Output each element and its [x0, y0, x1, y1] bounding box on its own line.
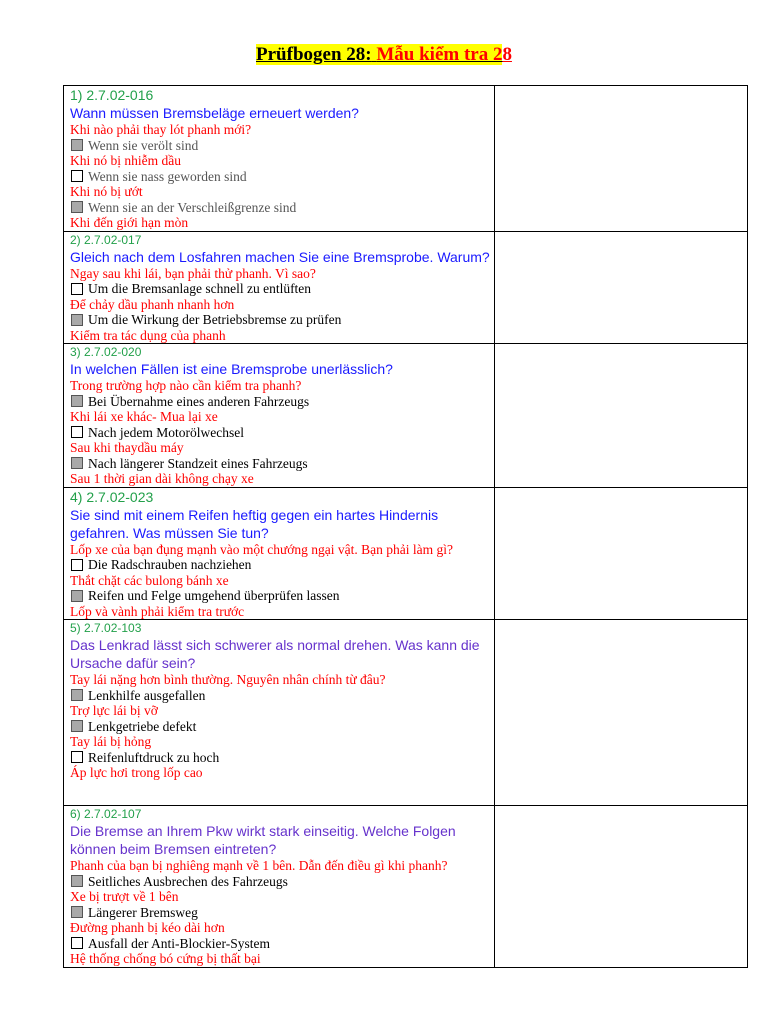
option-checkbox[interactable] — [71, 201, 83, 213]
option-label: Um die Wirkung der Betriebsbremse zu prüfen — [88, 312, 342, 327]
answer-option[interactable] — [70, 394, 494, 410]
question-cell — [64, 620, 495, 806]
question-cell — [64, 806, 495, 968]
question-text-vi: Trong trường hợp nào cần kiểm tra phanh? — [70, 378, 302, 393]
question-row — [64, 231, 748, 344]
option-translation-vi: Trợ lực lái bị vỡ — [70, 703, 158, 718]
answer-option[interactable] — [70, 588, 494, 604]
option-checkbox[interactable] — [71, 559, 83, 571]
option-translation-vi: Khi đến giới hạn mòn — [70, 215, 189, 230]
option-translation-vi: Để chảy dầu phanh nhanh hơn — [70, 296, 235, 312]
question-text-vi: Tay lái nặng hơn bình thường. Nguyên nhân chính từ đâu? — [70, 672, 386, 687]
answer-option[interactable] — [70, 874, 494, 890]
option-checkbox[interactable] — [71, 314, 83, 326]
option-label: Lenkhilfe ausgefallen — [88, 687, 206, 703]
question-text-de: können beim Bremsen eintreten? — [70, 841, 277, 857]
option-checkbox[interactable] — [71, 689, 83, 701]
answer-cell — [495, 231, 748, 344]
question-text-de: Die Bremse an Ihrem Pkw wirkt stark einseitig. Welche Folgen — [70, 823, 456, 839]
option-translation-vi: Áp lực hơi trong lốp cao — [70, 765, 203, 780]
option-checkbox[interactable] — [71, 395, 83, 407]
option-translation-vi: Đường phanh bị kéo dài hơn — [70, 920, 225, 935]
option-translation-vi: Thắt chặt các bulong bánh xe — [70, 572, 229, 588]
question-text-de: Ursache dafür sein? — [70, 655, 196, 671]
option-label: Nach jedem Motorölwechsel — [88, 424, 244, 440]
title-vi: Mẫu kiểm tra 2 — [376, 44, 503, 65]
question-text-de: In welchen Fällen ist eine Bremsprobe unerlässlich? — [70, 361, 393, 377]
page-title — [0, 44, 768, 66]
question-row — [64, 86, 748, 232]
question-text-de: Wann müssen Bremsbeläge erneuert werden? — [70, 105, 359, 121]
answer-cell — [495, 487, 748, 620]
question-id: 2) 2.7.02-017 — [70, 232, 142, 247]
answer-option[interactable] — [70, 557, 494, 573]
option-translation-vi: Khi nó bị ướt — [70, 184, 143, 199]
answer-option[interactable] — [70, 750, 494, 766]
question-table — [63, 85, 748, 968]
question-text-de: Das Lenkrad lässt sich schwerer als normal drehen. Was kann die — [70, 637, 480, 653]
option-checkbox[interactable] — [71, 139, 83, 151]
question-cell — [64, 344, 495, 488]
answer-option[interactable] — [70, 169, 494, 185]
answer-option[interactable] — [70, 281, 494, 297]
option-translation-vi: Tay lái bị hỏng — [70, 734, 152, 749]
question-row — [64, 344, 748, 488]
answer-option[interactable] — [70, 425, 494, 441]
option-label: Um die Bremsanlage schnell zu entlüften — [88, 281, 312, 296]
option-checkbox[interactable] — [71, 170, 83, 182]
option-label: Wenn sie an der Verschleißgrenze sind — [88, 199, 297, 215]
answer-option[interactable] — [70, 936, 494, 952]
question-id: 5) 2.7.02-103 — [70, 621, 142, 635]
option-label: Wenn sie nass geworden sind — [88, 168, 247, 184]
option-label: Nach längerer Standzeit eines Fahrzeugs — [88, 455, 308, 471]
option-checkbox[interactable] — [71, 751, 83, 763]
answer-cell — [495, 806, 748, 968]
option-checkbox[interactable] — [71, 937, 83, 949]
question-text-vi: Lốp xe của bạn đụng mạnh vào một chướng ngại vật. Bạn phải làm gì? — [70, 541, 453, 557]
question-id: 6) 2.7.02-107 — [70, 807, 142, 821]
option-translation-vi: Kiểm tra tác dụng của phanh — [70, 327, 226, 343]
question-text-vi: Khi nào phải thay lót phanh mới? — [70, 122, 252, 137]
option-label: Lenkgetriebe defekt — [88, 718, 197, 734]
option-checkbox[interactable] — [71, 457, 83, 469]
option-translation-vi: Sau 1 thời gian dài không chạy xe — [70, 471, 254, 486]
option-label: Die Radschrauben nachziehen — [88, 557, 252, 572]
option-translation-vi: Khi lái xe khác- Mua lại xe — [70, 409, 218, 424]
question-row — [64, 620, 748, 806]
answer-option[interactable] — [70, 138, 494, 154]
question-id: 4) 2.7.02-023 — [70, 488, 154, 505]
option-checkbox[interactable] — [71, 906, 83, 918]
answer-cell — [495, 86, 748, 232]
title-de: Prüfbogen 28: — [256, 44, 372, 65]
question-text-vi: Ngay sau khi lái, bạn phải thử phanh. Vì sao? — [70, 265, 316, 281]
question-cell — [64, 487, 495, 620]
question-text-de: Gleich nach dem Losfahren machen Sie eine Bremsprobe. Warum? — [70, 248, 490, 265]
option-checkbox[interactable] — [71, 875, 83, 887]
option-checkbox[interactable] — [71, 590, 83, 602]
option-label: Reifen und Felge umgehend überprüfen lassen — [88, 588, 340, 603]
option-checkbox[interactable] — [71, 720, 83, 732]
option-translation-vi: Hệ thống chống bó cứng bị thất bại — [70, 951, 261, 966]
answer-option[interactable] — [70, 905, 494, 921]
question-row — [64, 487, 748, 620]
question-text-de: gefahren. Was müssen Sie tun? — [70, 524, 269, 541]
question-text-vi: Phanh của bạn bị nghiêng mạnh về 1 bên. Dẫn đến điều gì khi phanh? — [70, 858, 448, 873]
option-checkbox[interactable] — [71, 426, 83, 438]
answer-option[interactable] — [70, 200, 494, 216]
option-label: Ausfall der Anti-Blockier-System — [88, 935, 270, 951]
question-id: 1) 2.7.02-016 — [70, 87, 154, 103]
answer-option[interactable] — [70, 312, 494, 328]
question-row — [64, 806, 748, 968]
answer-option[interactable] — [70, 456, 494, 472]
option-label: Seitliches Ausbrechen des Fahrzeugs — [88, 873, 288, 889]
answer-cell — [495, 344, 748, 488]
option-label: Bei Übernahme eines anderen Fahrzeugs — [88, 393, 310, 409]
answer-option[interactable] — [70, 688, 494, 704]
question-cell — [64, 86, 495, 232]
question-cell — [64, 231, 495, 344]
answer-cell — [495, 620, 748, 806]
option-label: Reifenluftdruck zu hoch — [88, 749, 220, 765]
option-label: Längerer Bremsweg — [88, 904, 198, 920]
question-text-de: Sie sind mit einem Reifen heftig gegen ein hartes Hindernis — [70, 506, 439, 523]
option-translation-vi: Lốp và vành phải kiểm tra trước — [70, 603, 245, 619]
option-translation-vi: Xe bị trượt về 1 bên — [70, 889, 179, 904]
option-label: Wenn sie verölt sind — [88, 137, 199, 153]
question-id: 3) 2.7.02-020 — [70, 345, 142, 359]
answer-option[interactable] — [70, 719, 494, 735]
option-checkbox[interactable] — [71, 283, 83, 295]
option-translation-vi: Khi nó bị nhiễm dầu — [70, 153, 181, 168]
title-vi-tail: 8 — [502, 44, 512, 65]
option-translation-vi: Sau khi thaydầu máy — [70, 440, 184, 455]
